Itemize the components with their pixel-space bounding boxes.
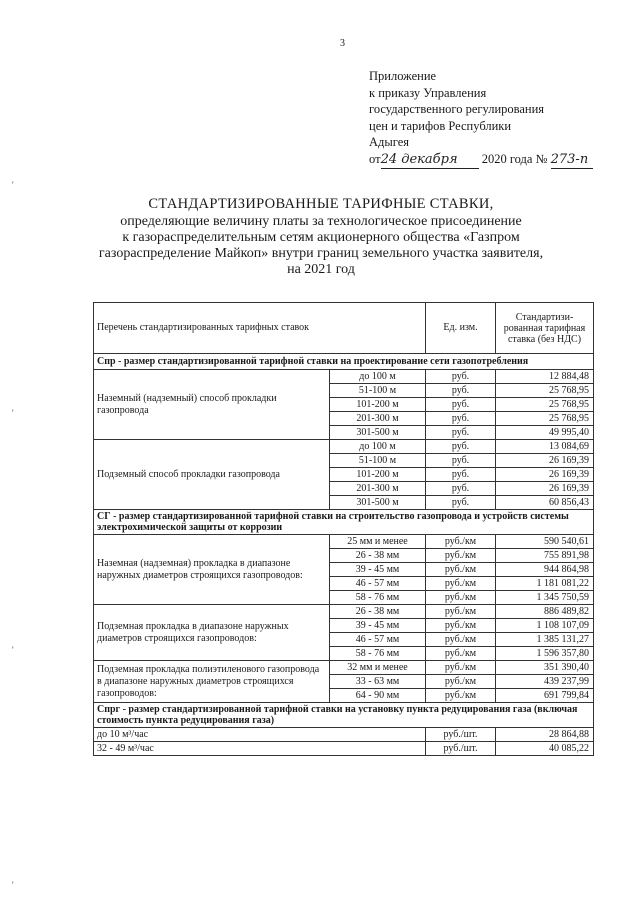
- range-cell: 101-200 м: [330, 398, 426, 412]
- unit-cell: руб.: [426, 398, 496, 412]
- appendix-line: цен и тарифов Республики: [369, 118, 512, 133]
- group-label: Наземная (надземная) прокладка в диапазоне наружных диаметров строящихся газопроводов:: [94, 535, 330, 605]
- title-line: определяющие величину платы за технологическое присоединение: [120, 214, 522, 229]
- section-title: Спрг - размер стандартизированной тарифной ставки на установку пункта редуцирования газа (включая стоимость пункта редуцирования газа): [94, 703, 594, 728]
- appendix-line: государственного регулирования: [369, 102, 545, 116]
- date-suffix: 2020 года №: [481, 151, 548, 166]
- table-row: [94, 661, 594, 675]
- header-list: Перечень стандартизированных тарифных ставок: [94, 303, 426, 354]
- value-cell: 12 884,48: [496, 370, 594, 384]
- unit-cell: руб.: [426, 468, 496, 482]
- unit-cell: руб./км: [426, 535, 496, 549]
- value-cell: 26 169,39: [496, 482, 594, 496]
- range-cell: 301-500 м: [330, 496, 426, 510]
- value-cell: 351 390,40: [496, 661, 594, 675]
- table-header-row: [94, 303, 594, 354]
- unit-cell: руб./км: [426, 633, 496, 647]
- value-cell: 1 345 750,59: [496, 591, 594, 605]
- appendix-line: Приложение: [369, 69, 437, 83]
- range-cell: 201-300 м: [330, 482, 426, 496]
- range-cell: 58 - 76 мм: [330, 591, 426, 605]
- value-cell: 944 864,98: [496, 563, 594, 577]
- unit-cell: руб.: [426, 440, 496, 454]
- unit-cell: руб.: [426, 384, 496, 398]
- range-cell: 64 - 90 мм: [330, 689, 426, 703]
- unit-cell: руб.: [426, 482, 496, 496]
- table-row: [94, 440, 594, 454]
- margin-mark: ': [12, 180, 14, 190]
- value-cell: 49 995,40: [496, 426, 594, 440]
- value-cell: 1 385 131,27: [496, 633, 594, 647]
- unit-cell: руб./км: [426, 675, 496, 689]
- range-cell: 26 - 38 мм: [330, 605, 426, 619]
- unit-cell: руб./шт.: [426, 728, 496, 742]
- range-cell: 51-100 м: [330, 384, 426, 398]
- section-title: Спр - размер стандартизированной тарифной ставки на проектирование сети газопотребления: [94, 354, 594, 370]
- section-header-row: [94, 703, 594, 728]
- value-cell: 28 864,88: [496, 728, 594, 742]
- appendix-line: к приказу Управления: [369, 85, 487, 100]
- title-line: к газораспределительным сетям акционерного общества «Газпром: [122, 230, 520, 245]
- order-date-line: [369, 151, 593, 170]
- range-cell: 26 - 38 мм: [330, 549, 426, 563]
- group-label: Подземная прокладка полиэтиленового газопровода в диапазоне наружных диаметров строящихся газопроводов:: [94, 661, 330, 703]
- value-cell: 755 891,98: [496, 549, 594, 563]
- range-cell: 25 мм и менее: [330, 535, 426, 549]
- value-cell: 25 768,95: [496, 412, 594, 426]
- unit-cell: руб./км: [426, 605, 496, 619]
- value-cell: 691 799,84: [496, 689, 594, 703]
- range-cell: 39 - 45 мм: [330, 563, 426, 577]
- value-cell: 590 540,61: [496, 535, 594, 549]
- unit-cell: руб.: [426, 370, 496, 384]
- row-label: 32 - 49 м³/час: [94, 742, 426, 756]
- group-label: Наземный (надземный) способ прокладки газопровода: [94, 370, 330, 440]
- range-cell: 101-200 м: [330, 468, 426, 482]
- title-main: СТАНДАРТИЗИРОВАННЫЕ ТАРИФНЫЕ СТАВКИ,: [148, 196, 494, 212]
- unit-cell: руб.: [426, 454, 496, 468]
- range-cell: 46 - 57 мм: [330, 577, 426, 591]
- appendix-block: [369, 68, 593, 169]
- table-row: [94, 605, 594, 619]
- section-header-row: [94, 510, 594, 535]
- unit-cell: руб./км: [426, 549, 496, 563]
- range-cell: 58 - 76 мм: [330, 647, 426, 661]
- range-cell: 32 мм и менее: [330, 661, 426, 675]
- value-cell: 25 768,95: [496, 398, 594, 412]
- header-rate: Стандартизи-рованная тарифная ставка (без НДС): [496, 303, 594, 354]
- row-label: до 10 м³/час: [94, 728, 426, 742]
- value-cell: 40 085,22: [496, 742, 594, 756]
- unit-cell: руб./км: [426, 647, 496, 661]
- title-line: на 2021 год: [287, 262, 355, 277]
- margin-mark: ': [12, 645, 14, 655]
- value-cell: 439 237,99: [496, 675, 594, 689]
- appendix-line: Адыгея: [369, 135, 410, 149]
- unit-cell: руб./км: [426, 591, 496, 605]
- unit-cell: руб./км: [426, 689, 496, 703]
- value-cell: 26 169,39: [496, 468, 594, 482]
- range-cell: до 100 м: [330, 370, 426, 384]
- value-cell: 1 108 107,09: [496, 619, 594, 633]
- unit-cell: руб./шт.: [426, 742, 496, 756]
- margin-mark: ': [12, 408, 14, 418]
- header-unit: Ед. изм.: [426, 303, 496, 354]
- unit-cell: руб./км: [426, 563, 496, 577]
- unit-cell: руб.: [426, 496, 496, 510]
- unit-cell: руб./км: [426, 577, 496, 591]
- unit-cell: руб.: [426, 426, 496, 440]
- date-prefix: от: [369, 151, 381, 166]
- table-row: [94, 535, 594, 549]
- value-cell: 886 489,82: [496, 605, 594, 619]
- group-label: Подземная прокладка в диапазоне наружных диаметров строящихся газопроводов:: [94, 605, 330, 661]
- value-cell: 1 181 081,22: [496, 577, 594, 591]
- section-title: СГ - размер стандартизированной тарифной ставки на строительство газопровода и устройств системы электрохимической защиты от коррозии: [94, 510, 594, 535]
- table-row: [94, 370, 594, 384]
- range-cell: до 100 м: [330, 440, 426, 454]
- value-cell: 25 768,95: [496, 384, 594, 398]
- document-title: [80, 196, 562, 278]
- range-cell: 33 - 63 мм: [330, 675, 426, 689]
- range-cell: 201-300 м: [330, 412, 426, 426]
- page-number: 3: [340, 38, 345, 49]
- group-label: Подземный способ прокладки газопровода: [94, 440, 330, 510]
- table-row: [94, 728, 594, 742]
- range-cell: 301-500 м: [330, 426, 426, 440]
- value-cell: 26 169,39: [496, 454, 594, 468]
- value-cell: 60 856,43: [496, 496, 594, 510]
- value-cell: 1 596 357,80: [496, 647, 594, 661]
- range-cell: 46 - 57 мм: [330, 633, 426, 647]
- range-cell: 51-100 м: [330, 454, 426, 468]
- handwritten-number: 273-п: [551, 152, 593, 170]
- margin-mark: ': [12, 880, 14, 890]
- table-row: [94, 742, 594, 756]
- title-line: газораспределение Майкоп» внутри границ земельного участка заявителя,: [98, 246, 544, 261]
- value-cell: 13 084,69: [496, 440, 594, 454]
- section-header-row: [94, 354, 594, 370]
- unit-cell: руб./км: [426, 661, 496, 675]
- unit-cell: руб.: [426, 412, 496, 426]
- tariff-table: [93, 302, 594, 756]
- handwritten-date: 24 декабря: [381, 152, 479, 170]
- range-cell: 39 - 45 мм: [330, 619, 426, 633]
- unit-cell: руб./км: [426, 619, 496, 633]
